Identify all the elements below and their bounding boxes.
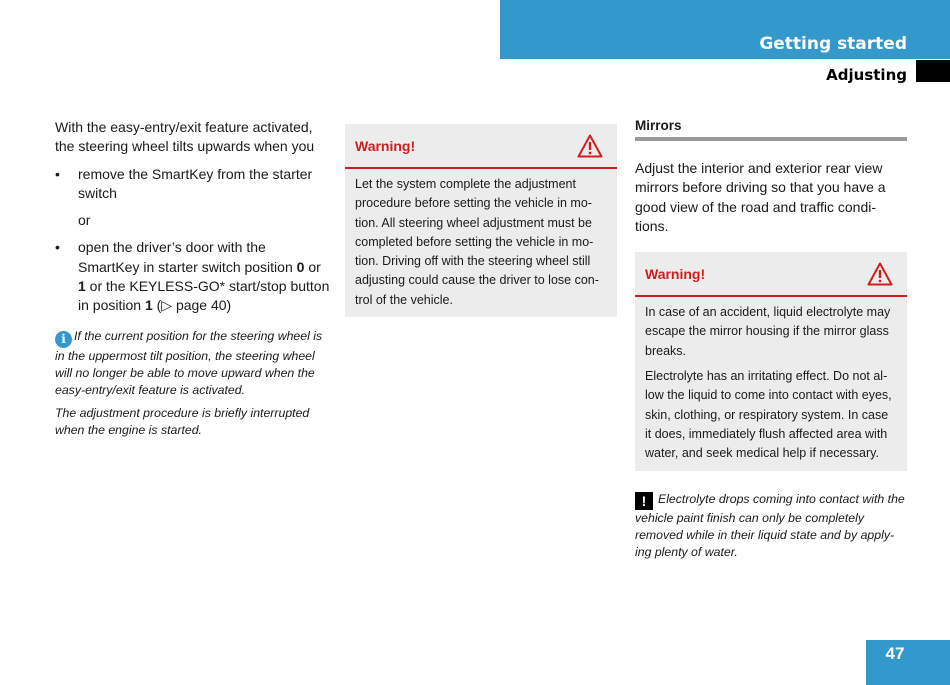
right-column: [635, 118, 907, 561]
bullet-icon: •: [55, 165, 60, 182]
exclamation-icon: !: [635, 492, 653, 510]
page-reference-link[interactable]: (▷ page 40): [152, 297, 232, 314]
subsection-title: Adjusting: [826, 66, 907, 84]
warning-title: Warning!: [355, 137, 416, 154]
warning-box: [345, 124, 617, 317]
bullet-text: remove the SmartKey from the starter switch: [78, 165, 313, 201]
caution-note: ! Electrolyte drops coming into contact with the vehicle paint finish can only be completely removed while in their liquid state and by apply-ing plenty of water.: [635, 491, 905, 560]
bullet-icon: •: [55, 239, 60, 256]
warning-box: [635, 252, 907, 470]
bullet-text: open the driver’s door with the SmartKey in starter switch position 0 or 1 or the KEYLESS-GO* start/stop button in position 1 (▷ page 40): [78, 239, 330, 314]
info-icon: i: [55, 331, 72, 348]
warning-triangle-icon: [867, 262, 893, 286]
mirrors-heading: Mirrors: [635, 118, 907, 141]
or-text: or: [78, 212, 91, 229]
left-column: [55, 118, 330, 439]
mirrors-text: Adjust the interior and exterior rear view mirrors before driving so that you have a good view of the road and traffic condi-tions.: [635, 160, 886, 234]
middle-column: [345, 124, 617, 317]
warning-header: [635, 252, 907, 297]
info-note-2: The adjustment procedure is briefly interrupted when the engine is started.: [55, 405, 310, 437]
warning-header: [345, 124, 617, 169]
warning-title: Warning!: [645, 265, 706, 282]
warning-body: [345, 169, 617, 317]
info-note: i If the current position for the steering wheel is in the uppermost tilt position, the steering wheel will no longer be able to move upward when the easy-entry/exit feature is activated.: [55, 328, 323, 397]
thumb-tab-marker: [916, 60, 950, 82]
list-item: [55, 238, 330, 315]
warning-text: Electrolyte has an irritating effect. Do not al-low the liquid to come into contact with eyes, skin, clothing, or respiratory system. In case it does, immediately flush affected area with water, and seek medical help if necessary.: [645, 369, 892, 461]
page-number: 47: [885, 644, 905, 663]
section-title: Getting started: [759, 34, 907, 54]
warning-triangle-icon: [577, 134, 603, 158]
warning-text: In case of an accident, liquid electrolyte may escape the mirror housing if the mirror glass breaks.: [645, 305, 891, 358]
warning-body: [635, 297, 907, 470]
list-item: [55, 165, 330, 204]
intro-text: With the easy-entry/exit feature activated, the steering wheel tilts upwards when you: [55, 119, 315, 155]
warning-text: Let the system complete the adjustment procedure before setting the vehicle in mo-tion. All steering wheel adjustment must be completed before setting the vehicle in mo-tion. Driving off with the steering wheel still adjusting could cause the driver to lose con-trol of the vehicle.: [355, 177, 599, 307]
